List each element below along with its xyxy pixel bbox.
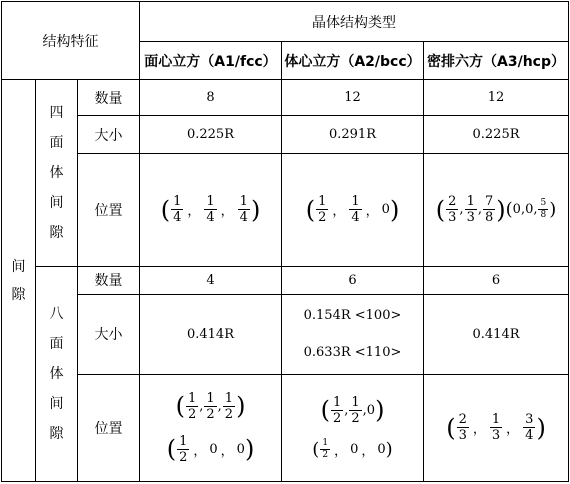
oct-pos-label: 位置 (78, 374, 140, 481)
tet-size-fcc: 0.225R (140, 116, 282, 154)
tet-char: 隙 (49, 224, 64, 241)
oct-size-fcc: 0.414R (140, 294, 282, 374)
header-type-title: 晶体结构类型 (140, 2, 569, 42)
oct-size-hcp: 0.414R (424, 294, 569, 374)
oct-size-bcc-110: 0.633R <110> (303, 345, 402, 361)
header-bcc: 体心立方（A2/bcc） (282, 42, 424, 80)
oct-pos-hcp: ( $\frac{2}{3}$ ， $\frac{1}{3}$ ， $\frac{3}{4}$ ) (424, 374, 569, 481)
tet-char: 四 (49, 104, 64, 121)
tet-pos-hcp: ( $\frac{2}{3}$ , $\frac{1}{3}$ , $\frac{7}{8}$ ) ( 0,0, $\frac{5}{8}$ ) (424, 154, 569, 266)
oct-pos-bcc (282, 374, 424, 481)
tet-pos-fcc: ( $\frac{1}{4}$ ， $\frac{1}{4}$ ， $\frac{1}{4}$ ) (140, 154, 282, 266)
tet-char: 间 (49, 194, 64, 211)
header-feature: 结构特征 (2, 2, 140, 80)
oct-count-hcp: 6 (424, 266, 569, 294)
gap-char: 隙 (11, 286, 26, 303)
tet-count-bcc: 12 (282, 80, 424, 116)
gap-char: 间 (11, 258, 26, 275)
oct-count-bcc: 6 (282, 266, 424, 294)
oct-char: 体 (49, 365, 64, 382)
tet-pos-label: 位置 (78, 154, 140, 266)
oct-size-bcc (282, 294, 424, 374)
oct-size-label: 大小 (78, 294, 140, 374)
tet-char: 面 (49, 134, 64, 151)
tet-label (36, 80, 78, 266)
oct-char: 间 (49, 395, 64, 412)
oct-pos-bcc-1: ( $\frac{1}{2}$ , $\frac{1}{2}$ , 0 ) (320, 394, 385, 426)
tet-size-bcc: 0.291R (282, 116, 424, 154)
oct-pos-fcc-1: ( $\frac{1}{2}$ , $\frac{1}{2}$ , $\frac{1}{2}$ ) (175, 390, 246, 422)
oct-label (36, 266, 78, 481)
oct-pos-bcc-2: ( $\frac{1}{2}$ ， 0 ， 0 ) (312, 437, 393, 460)
tet-pos-bcc: ( $\frac{1}{2}$ ， $\frac{1}{4}$ ， 0 ) (282, 154, 424, 266)
oct-pos-fcc-2: ( $\frac{1}{2}$ ， 0 ， 0 ) (166, 433, 255, 465)
header-fcc: 面心立方（A1/fcc） (140, 42, 282, 80)
oct-char: 八 (49, 305, 64, 322)
tet-char: 体 (49, 164, 64, 181)
oct-size-bcc-100: 0.154R <100> (303, 308, 402, 324)
header-hcp: 密排六方（A3/hcp） (424, 42, 569, 80)
oct-char: 隙 (49, 425, 64, 442)
tet-size-hcp: 0.225R (424, 116, 569, 154)
oct-count-fcc: 4 (140, 266, 282, 294)
tet-count-hcp: 12 (424, 80, 569, 116)
gap-label (2, 80, 36, 482)
tet-count-fcc: 8 (140, 80, 282, 116)
oct-char: 面 (49, 335, 64, 352)
oct-count-label: 数量 (78, 266, 140, 294)
tet-size-label: 大小 (78, 116, 140, 154)
interstitial-table (1, 1, 569, 482)
oct-pos-fcc (140, 374, 282, 481)
tet-count-label: 数量 (78, 80, 140, 116)
